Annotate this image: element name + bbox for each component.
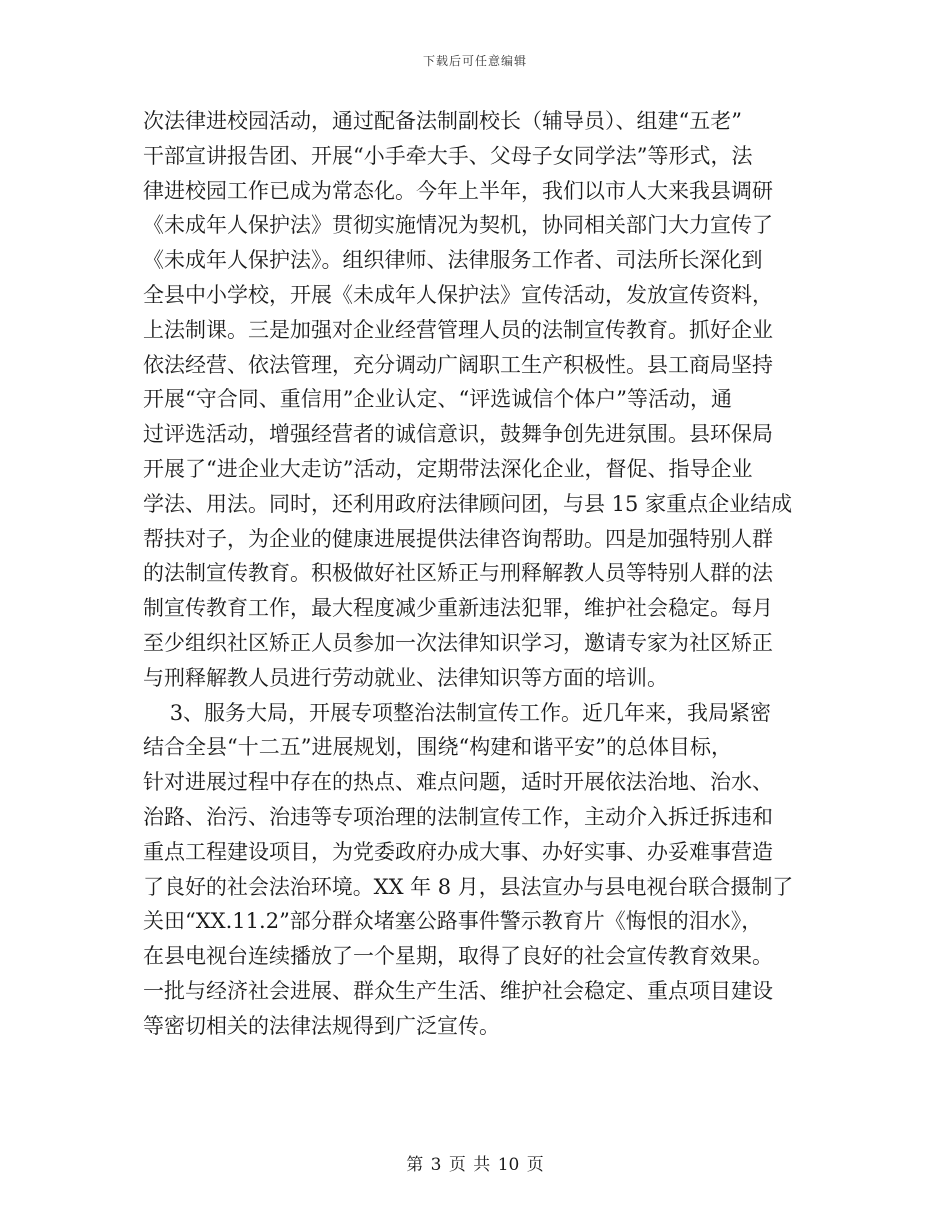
text-line: 《未成年人保护法》贯彻实施情况为契机，协同相关部门大力宣传了 xyxy=(143,213,773,238)
page-header: 下载后可任意编辑 xyxy=(422,54,527,68)
text-line: 了良好的社会法治环境。XX 年 8 月，县法宣办与县电视台联合摄制了 xyxy=(143,874,794,899)
text-line: 在县电视台连续播放了一个星期，取得了良好的社会宣传教育效果。 xyxy=(143,944,773,969)
text-line: 学法、用法。同时，还利用政府法律顾问团，与县 15 家重点企业结成 xyxy=(143,491,793,516)
document-body xyxy=(143,104,793,1044)
text-line: 干部宣讲报告团、开展“小手牵大手、父母子女同学法”等形式，法 xyxy=(143,143,753,168)
text-line: 全县中小学校，开展《未成年人保护法》宣传活动，发放宣传资料， xyxy=(143,282,773,307)
text-line: 关田“XX.11.2”部分群众堵塞公路事件警示教育片《悔恨的泪水》， xyxy=(143,909,763,934)
text-line: 等密切相关的法律法规得到广泛宣传。 xyxy=(143,1013,500,1038)
text-line: 开展了“进企业大走访”活动，定期带法深化企业，督促、指导企业 xyxy=(143,456,753,481)
text-line: 律进校园工作已成为常态化。今年上半年，我们以市人大来我县调研 xyxy=(143,178,773,203)
text-line: 上法制课。三是加强对企业经营管理人员的法制宣传教育。抓好企业 xyxy=(143,317,773,342)
text-line: 重点工程建设项目，为党委政府办成大事、办好实事、办妥难事营造 xyxy=(143,839,773,864)
text-line: 次法律进校园活动，通过配备法制副校长（辅导员）、组建“五老” xyxy=(143,109,742,133)
text-line: 至少组织社区矫正人员参加一次法律知识学习，邀请专家为社区矫正 xyxy=(143,630,773,655)
text-line: 的法制宣传教育。积极做好社区矫正与刑释解教人员等特别人群的法 xyxy=(143,561,773,586)
text-line: 开展“守合同、重信用”企业认定、“评选诚信个体户”等活动，通 xyxy=(143,387,732,412)
text-line: 3、服务大局，开展专项整治法制宣传工作。近几年来，我局紧密 xyxy=(143,700,772,725)
text-line: 结合全县“十二五”进展规划，围绕“构建和谐平安”的总体目标， xyxy=(143,735,732,760)
text-line: 制宣传教育工作，最大程度减少重新违法犯罪，维护社会稳定。每月 xyxy=(143,596,773,621)
text-line: 过评选活动，增强经营者的诚信意识，鼓舞争创先进氛围。县环保局 xyxy=(143,422,773,447)
page-number-footer: 第 3 页 共 10 页 xyxy=(406,1155,544,1175)
text-line: 治路、治污、治违等专项治理的法制宣传工作，主动介入拆迁拆违和 xyxy=(143,804,773,829)
text-line: 一批与经济社会进展、群众生产生活、维护社会稳定、重点项目建设 xyxy=(143,978,773,1003)
text-line: 与刑释解教人员进行劳动就业、法律知识等方面的培训。 xyxy=(143,665,668,690)
text-line: 依法经营、依法管理，充分调动广阔职工生产积极性。县工商局坚持 xyxy=(143,352,773,377)
text-line: 《未成年人保护法》。组织律师、法律服务工作者、司法所长深化到 xyxy=(143,248,763,273)
text-line: 帮扶对子，为企业的健康进展提供法律咨询帮助。四是加强特别人群 xyxy=(143,526,773,551)
text-line: 针对进展过程中存在的热点、难点问题，适时开展依法治地、治水、 xyxy=(143,770,773,795)
